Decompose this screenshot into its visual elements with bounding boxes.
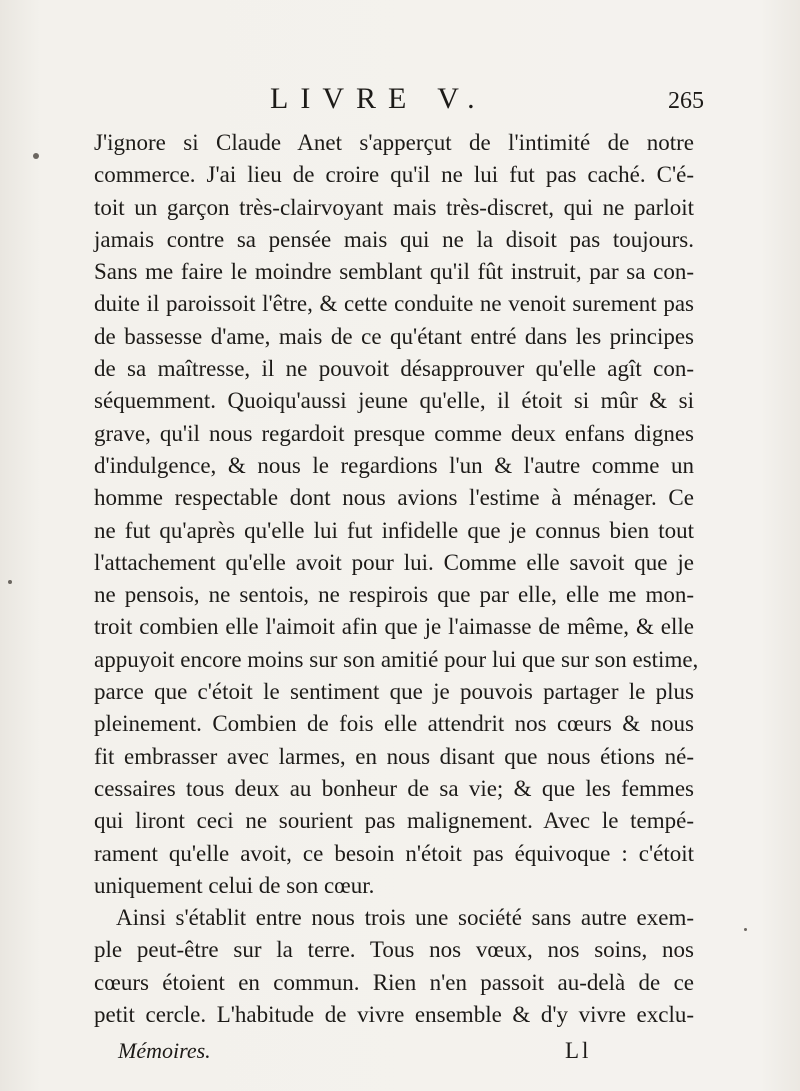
text-line: Sans me faire le moindre semblant qu'il fût instruit, par sa con-: [94, 259, 694, 285]
text-line: troit combien elle l'aimoit afin que je l'aimasse de même, & elle: [94, 614, 694, 640]
ink-speck: [33, 153, 39, 159]
text-line: appuyoit encore moins sur son amitié pour lui que sur son estime,: [94, 646, 699, 672]
text-line: qui liront ceci ne sourient pas malignement. Avec le tempé-: [94, 808, 694, 834]
text-line: J'ignore si Claude Anet s'apperçut de l'intimité de notre: [94, 130, 694, 155]
ink-speck: [744, 928, 747, 931]
text-line: toit un garçon très-clairvoyant mais très-discret, qui ne parloit: [94, 194, 694, 220]
text-line: ple peut-être sur la terre. Tous nos vœux, nos soins, nos: [94, 937, 694, 963]
text-line: ne fut qu'après qu'elle lui fut infidelle que je connus bien tout: [94, 517, 694, 543]
paragraph-end-line: uniquement celui de son cœur.: [94, 872, 375, 898]
footer-book-title: Mémoires.: [118, 1038, 211, 1063]
text-line: cœurs étoient en commun. Rien n'en passoit au-delà de ce: [94, 969, 694, 995]
signature-mark: Ll: [565, 1038, 592, 1063]
text-line: fit embrasser avec larmes, en nous disant que nous étions né-: [94, 743, 694, 769]
body-text: [94, 127, 699, 1031]
running-title: LIVRE V.: [270, 82, 487, 115]
text-line: homme respectable dont nous avions l'estime à ménager. Ce: [94, 485, 694, 511]
text-line: l'attachement qu'elle avoit pour lui. Comme elle savoit que je: [94, 549, 694, 575]
text-line: séquemment. Quoiqu'aussi jeune qu'elle, il étoit si mûr & si: [94, 388, 694, 414]
paragraph-start-line: Ainsi s'établit entre nous trois une société sans autre exem-: [116, 905, 694, 931]
page-number: 265: [668, 88, 704, 114]
text-line: duite il paroissoit l'être, & cette conduite ne venoit surement pas: [94, 291, 694, 317]
text-line: de sa maîtresse, il ne pouvoit désapprouver qu'elle agît con-: [94, 356, 694, 382]
text-line: grave, qu'il nous regardoit presque comme deux enfans dignes: [94, 420, 694, 446]
text-line: commerce. J'ai lieu de croire qu'il ne lui fut pas caché. C'é-: [94, 162, 694, 188]
text-line: d'indulgence, & nous le regardions l'un & l'autre comme un: [94, 452, 694, 478]
text-line: pleinement. Combien de fois elle attendrit nos cœurs & nous: [94, 711, 694, 737]
text-line: cessaires tous deux au bonheur de sa vie; & que les femmes: [94, 775, 694, 801]
text-line: petit cercle. L'habitude de vivre ensemble & d'y vivre exclu-: [94, 1002, 694, 1028]
text-line: jamais contre sa pensée mais qui ne la disoit pas toujours.: [94, 226, 694, 252]
text-line: de bassesse d'ame, mais de ce qu'étant entré dans les principes: [94, 323, 694, 349]
ink-speck: [8, 580, 12, 584]
text-line: rament qu'elle avoit, ce besoin n'étoit pas équivoque : c'étoit: [94, 840, 694, 866]
text-line: ne pensois, ne sentois, ne respirois que par elle, elle me mon-: [94, 582, 694, 608]
running-head: [0, 78, 800, 118]
text-line: parce que c'étoit le sentiment que je pouvois partager le plus: [94, 679, 694, 705]
page-footer: [0, 1038, 800, 1072]
